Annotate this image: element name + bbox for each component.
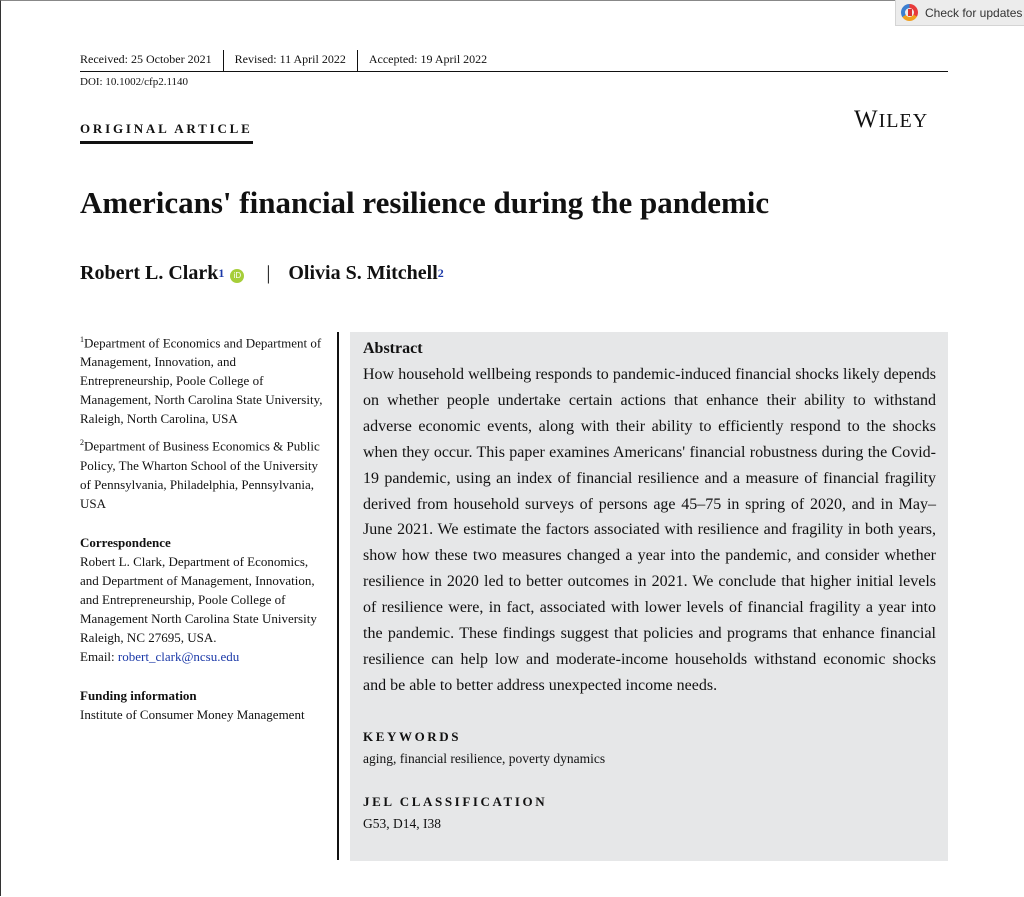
author-separator: | xyxy=(266,262,271,284)
doi[interactable]: DOI: 10.1002/cfp2.1140 xyxy=(80,76,189,88)
article-type: ORIGINAL ARTICLE xyxy=(80,121,253,144)
jel-heading: JEL CLASSIFICATION xyxy=(363,793,548,809)
publisher-logo-initial: W xyxy=(854,106,879,133)
author-list xyxy=(80,262,444,285)
correspondence-email xyxy=(80,647,330,666)
email-label: Email: xyxy=(80,648,118,664)
article-title: Americans' financial resilience during the pandemic xyxy=(80,185,770,220)
date-divider xyxy=(223,50,224,71)
affiliation-text: Department of Business Economics & Public Policy, The Wharton School of the University of Pennsylvania, Philadelphia, Pennsylvania, USA xyxy=(80,438,320,511)
correspondence-heading: Correspondence xyxy=(80,534,171,550)
check-for-updates-label: Check for updates xyxy=(925,5,1023,20)
author-name[interactable]: Olivia S. Mitchell xyxy=(288,262,438,284)
abstract-heading: Abstract xyxy=(363,340,423,357)
abstract-text: How household wellbeing responds to pandemic-induced financial shocks likely depends on whether people undertake certain actions that enhance their ability to withstand adverse economic events, along with their ability to efficiently respond to the shocks when they occur. This paper examines Americans' financial robustness during the Covid-19 pandemic, using an index of financial resilience and a measure of financial fragility derived from household surveys of persons age 45–75 in spring of 2020, and in May–June 2021. We estimate the factors associated with resilience and fragility in both years, show how these two measures changed a year into the pandemic, and consider whether resilience in 2020 led to better outcomes in 2021. We conclude that higher initial levels of resilience were, in fact, associated with lower levels of financial fragility a year into the pandemic. These findings suggest that policies and programs that enhance financial resilience can help low and moderate-income households withstand economic shocks and be able to better address unexpected income needs. xyxy=(363,366,936,694)
affiliation-marker: 1 xyxy=(80,335,84,344)
article-dates xyxy=(80,50,948,72)
affiliation-marker: 2 xyxy=(80,438,84,448)
jel-text: G53, D14, I38 xyxy=(363,815,441,831)
received-date: Received: 25 October 2021 xyxy=(80,52,212,66)
publisher-logo xyxy=(854,106,928,134)
keywords-text: aging, financial resilience, poverty dynamics xyxy=(363,750,606,766)
affiliation-text: Department of Economics and Department of Management, Innovation, and Entrepreneurship, Poole College of Management, North Carolina State University, Raleigh, North Carolina, USA xyxy=(80,335,323,427)
check-for-updates-icon xyxy=(901,4,918,21)
date-divider xyxy=(357,50,358,71)
correspondence-text: Robert L. Clark, Department of Economics, and Department of Management, Innovation, and Entrepreneurship, Poole College of Management North Carolina State University Raleigh, NC 27695, USA. xyxy=(80,553,317,645)
orcid-icon[interactable]: iD xyxy=(230,269,244,283)
affiliation xyxy=(80,330,330,428)
author-affiliation-marker[interactable]: 2 xyxy=(437,266,444,280)
keywords-heading: KEYWORDS xyxy=(363,728,462,744)
affiliation xyxy=(80,433,330,512)
abstract-box xyxy=(350,332,948,861)
accepted-date: Accepted: 19 April 2022 xyxy=(368,52,488,66)
revised-date: Revised: 11 April 2022 xyxy=(234,52,346,66)
funding-heading: Funding information xyxy=(80,687,197,703)
publisher-logo-rest: ILEY xyxy=(878,110,929,132)
author-affiliation-marker[interactable]: 1 xyxy=(218,266,225,280)
email-link[interactable]: robert_clark@ncsu.edu xyxy=(117,648,240,664)
funding-text: Institute of Consumer Money Management xyxy=(80,706,305,722)
author-name[interactable]: Robert L. Clark xyxy=(80,262,219,284)
check-for-updates-button[interactable] xyxy=(895,0,1024,26)
front-matter-sidebar xyxy=(80,330,330,724)
column-divider xyxy=(337,332,339,860)
